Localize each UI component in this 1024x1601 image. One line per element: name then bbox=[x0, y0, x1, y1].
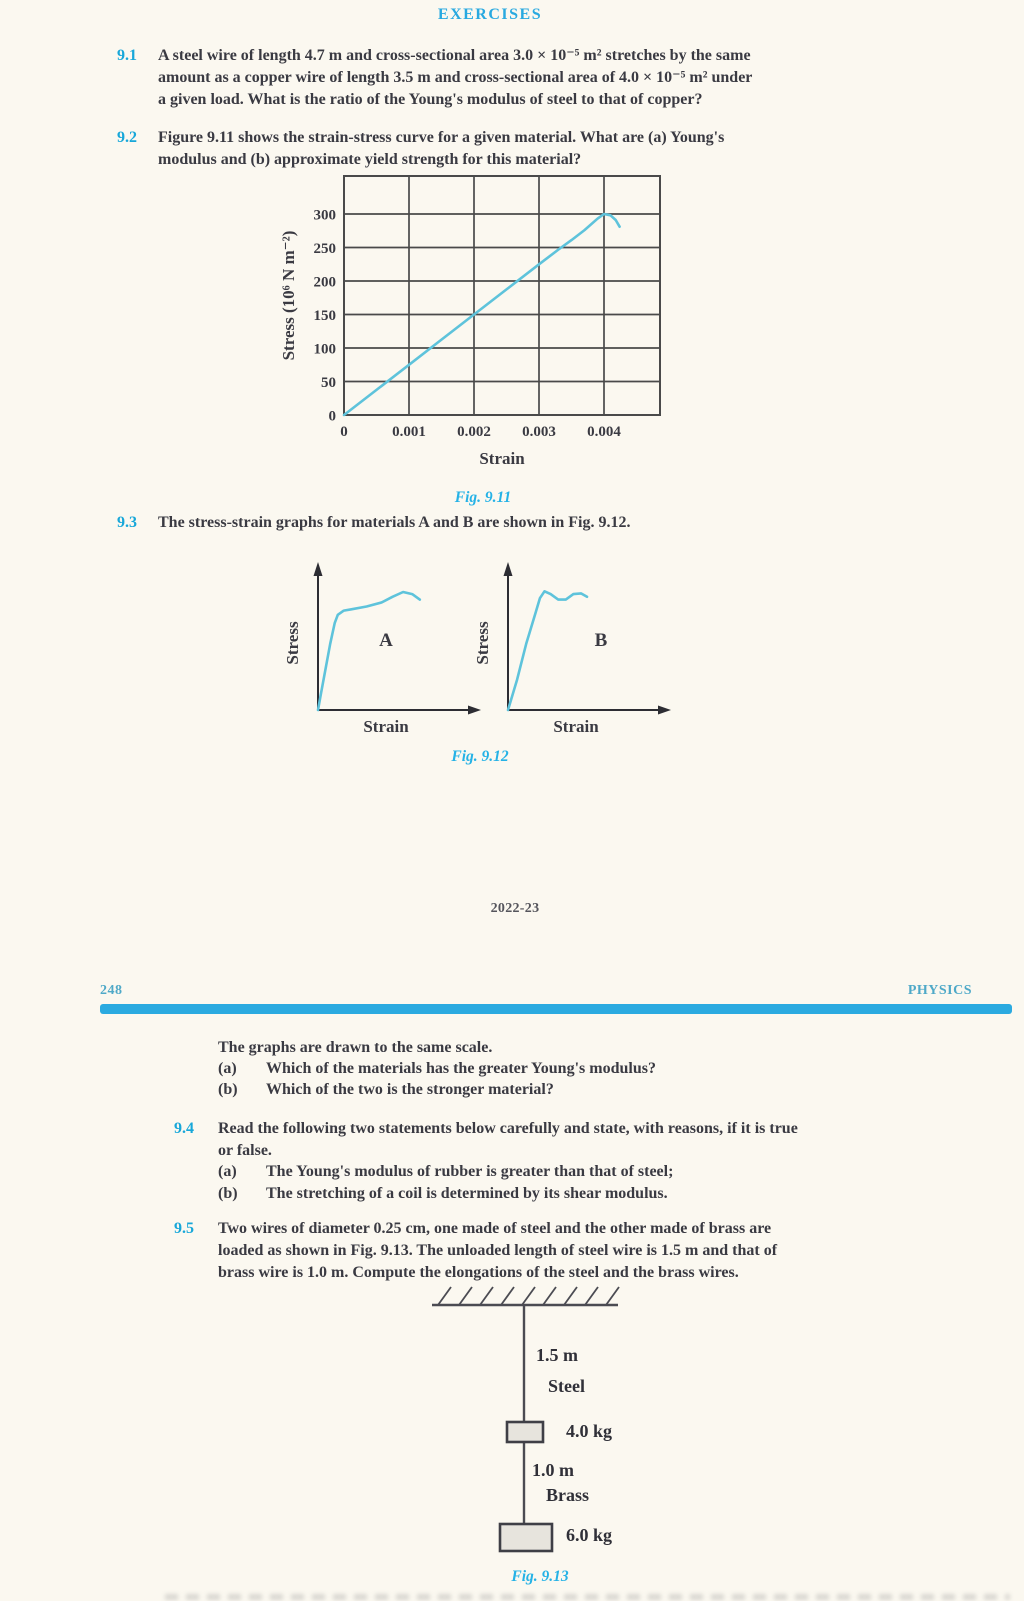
problem-9-5 bbox=[174, 1218, 918, 1284]
stress-strain-graphs-a-b bbox=[280, 548, 680, 740]
problem-text-line: a given load. What is the ratio of the Young's modulus of steel to that of copper? bbox=[158, 91, 703, 108]
mass1-label: 4.0 kg bbox=[566, 1421, 613, 1441]
svg-text:200: 200 bbox=[313, 274, 336, 291]
sub-item-text: Which of the materials has the greater Young's modulus? bbox=[266, 1060, 656, 1077]
hanging-wires-figure bbox=[420, 1282, 660, 1557]
problem-text-line: brass wire is 1.0 m. Compute the elongations of the steel and the brass wires. bbox=[218, 1264, 739, 1281]
wire2-material-label: Brass bbox=[546, 1485, 590, 1505]
cutoff-next-line-artifact bbox=[165, 1594, 1010, 1600]
sub-item-label: (b) bbox=[218, 1081, 238, 1098]
fig-9-13-caption: Fig. 9.13 bbox=[511, 1568, 569, 1585]
svg-text:0.001: 0.001 bbox=[392, 424, 426, 440]
svg-text:0: 0 bbox=[328, 408, 336, 425]
svg-text:0.002: 0.002 bbox=[457, 424, 491, 440]
sub-item-label: (a) bbox=[218, 1163, 237, 1180]
problem-text-line: Read the following two statements below carefully and state, with reasons, if it is true bbox=[218, 1120, 798, 1137]
problem-text-line: A steel wire of length 4.7 m and cross-sectional area 3.0 × 10⁻⁵ m² stretches by the same bbox=[158, 47, 751, 64]
svg-text:250: 250 bbox=[313, 241, 336, 257]
running-head-subject: PHYSICS bbox=[907, 983, 972, 998]
sub-item-label: (b) bbox=[218, 1184, 238, 1202]
problem-number: 9.1 bbox=[117, 47, 137, 64]
svg-text:A: A bbox=[379, 630, 393, 651]
problem-9-2 bbox=[117, 127, 868, 171]
svg-text:0.004: 0.004 bbox=[587, 424, 621, 440]
sub-item-text: Which of the two is the stronger material? bbox=[266, 1081, 554, 1098]
problem-text-line: Figure 9.11 shows the strain-stress curve for a given material. What are (a) Young's bbox=[158, 129, 725, 146]
sub-item-a bbox=[218, 1161, 918, 1183]
svg-text:Stress: Stress bbox=[283, 621, 302, 665]
svg-text:Strain: Strain bbox=[479, 449, 525, 468]
sub-item-text: The stretching of a coil is determined by its shear modulus. bbox=[266, 1184, 668, 1202]
problem-9-4 bbox=[174, 1118, 918, 1204]
problem-9-1 bbox=[117, 45, 868, 111]
wire1-material-label: Steel bbox=[548, 1376, 585, 1396]
fig-9-12-caption: Fig. 9.12 bbox=[451, 748, 509, 765]
sub-item-a bbox=[218, 1058, 918, 1079]
problem-text-line: or false. bbox=[218, 1141, 272, 1159]
problem-number: 9.3 bbox=[117, 514, 137, 531]
problem-text-line: amount as a copper wire of length 3.5 m and cross-sectional area of 4.0 × 10⁻⁵ m² under bbox=[158, 69, 753, 86]
sub-item-text: The Young's modulus of rubber is greater than that of steel; bbox=[266, 1163, 674, 1180]
page-title: EXERCISES bbox=[437, 6, 543, 23]
svg-text:50: 50 bbox=[321, 375, 336, 391]
svg-text:Stress (10⁶ N m⁻²): Stress (10⁶ N m⁻²) bbox=[279, 230, 298, 361]
problem-number: 9.5 bbox=[174, 1220, 194, 1237]
problem-number: 9.2 bbox=[117, 129, 137, 146]
sub-item-b bbox=[218, 1079, 918, 1100]
sub-item-b bbox=[218, 1183, 918, 1205]
wire1-length-label: 1.5 m bbox=[536, 1345, 578, 1365]
mass2-label: 6.0 kg bbox=[566, 1525, 613, 1545]
svg-text:150: 150 bbox=[313, 308, 336, 324]
problem-text-line: The graphs are drawn to the same scale. bbox=[218, 1039, 493, 1056]
problem-9-3 bbox=[117, 512, 868, 534]
problem-text-line: loaded as shown in Fig. 9.13. The unloaded length of steel wire is 1.5 m and that of bbox=[218, 1242, 778, 1259]
problem-text-line: The stress-strain graphs for materials A and B are shown in Fig. 9.12. bbox=[158, 514, 631, 531]
svg-text:Stress: Stress bbox=[473, 621, 492, 665]
session-watermark: 2022-23 bbox=[490, 901, 540, 916]
svg-text:0.003: 0.003 bbox=[522, 424, 556, 440]
hanging-wires-drawing bbox=[420, 1282, 660, 1557]
svg-text:Strain: Strain bbox=[553, 717, 599, 736]
page-number: 248 bbox=[100, 983, 123, 998]
problem-text-line: Two wires of diameter 0.25 cm, one made of steel and the other made of brass are bbox=[218, 1220, 772, 1237]
wire2-length-label: 1.0 m bbox=[532, 1460, 574, 1480]
sub-item-label: (a) bbox=[218, 1060, 237, 1077]
svg-text:Strain: Strain bbox=[363, 717, 409, 736]
running-head-rule bbox=[100, 1004, 1012, 1014]
svg-text:B: B bbox=[594, 630, 608, 651]
problem-number: 9.4 bbox=[174, 1120, 194, 1137]
problem-9-3-continuation bbox=[174, 1037, 918, 1100]
svg-text:0: 0 bbox=[340, 424, 348, 440]
svg-text:300: 300 bbox=[313, 207, 336, 224]
problem-text-line: modulus and (b) approximate yield strength for this material? bbox=[158, 151, 582, 168]
fig-9-11-caption: Fig. 9.11 bbox=[454, 489, 512, 506]
strain-stress-chart bbox=[278, 170, 688, 470]
svg-text:100: 100 bbox=[313, 341, 336, 358]
